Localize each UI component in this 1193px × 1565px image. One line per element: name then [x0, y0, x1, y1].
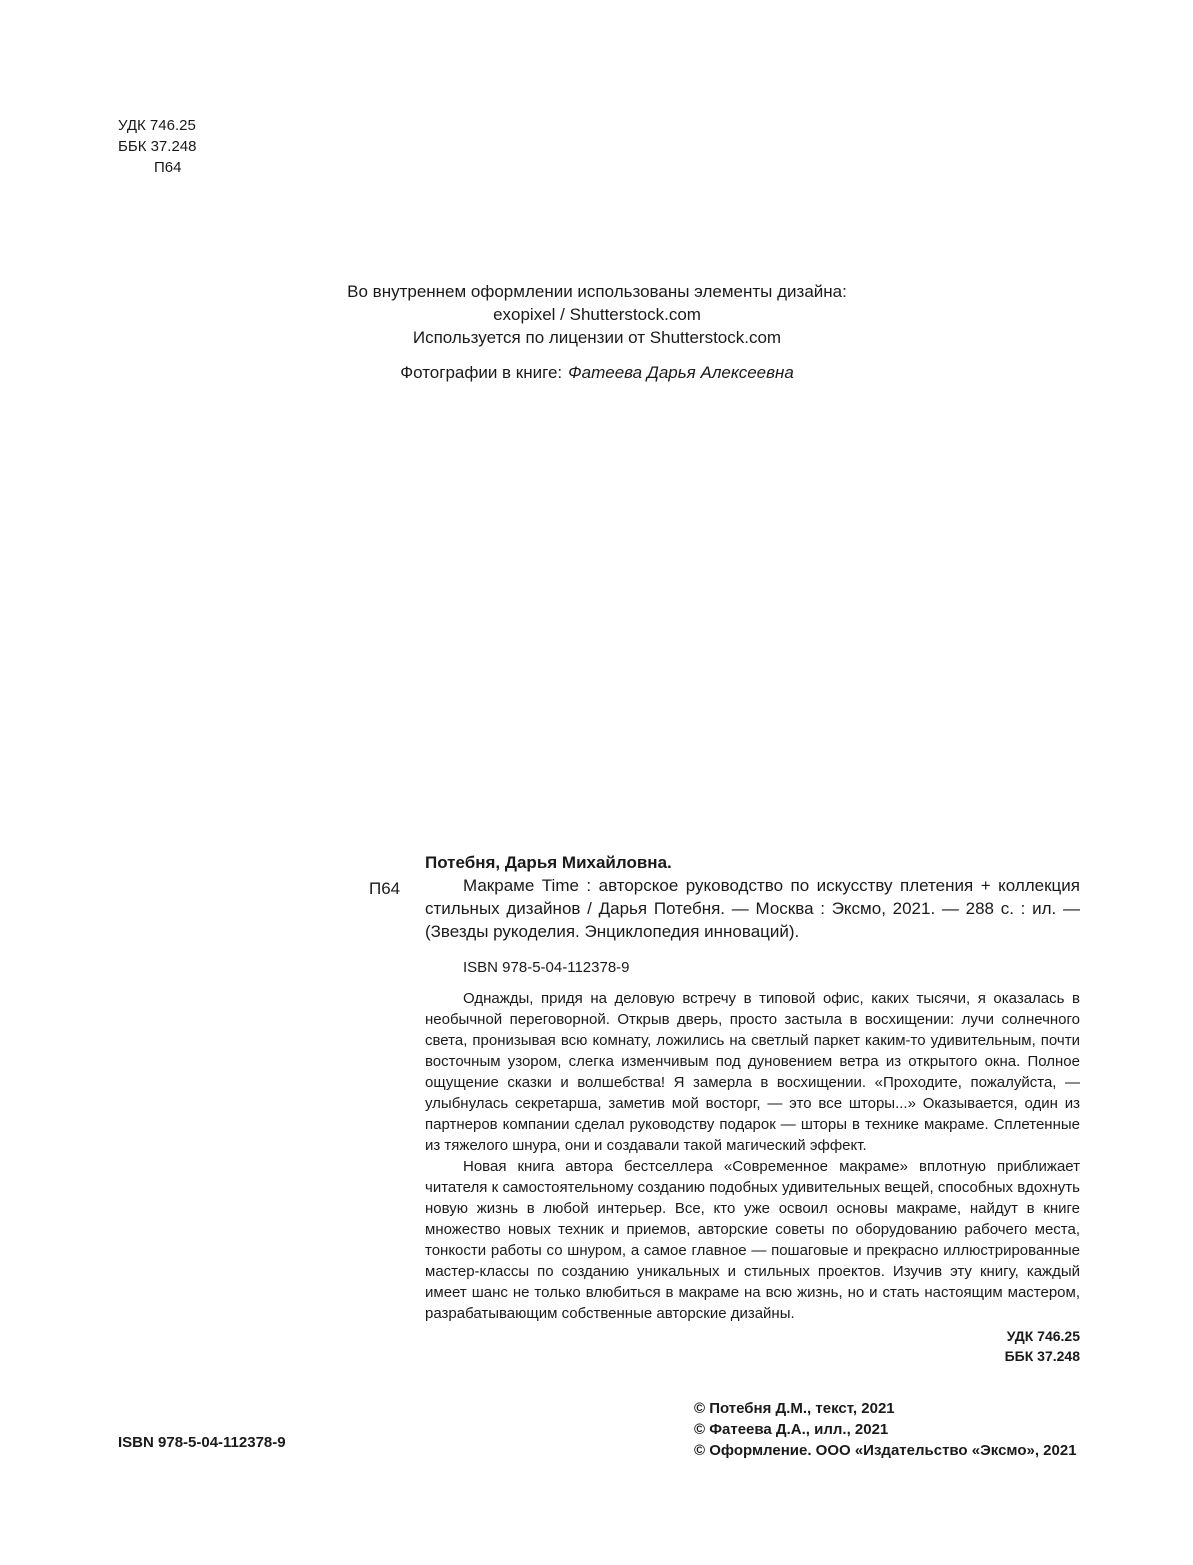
copyright-notices: [694, 1398, 1077, 1461]
abstract-paragraph-2: Новая книга автора бестселлера «Современное макраме» вплотную приближает читателя к самостоятельному созданию подобных удивительных вещей, способных вдохнуть новую жизнь в любой интерьер. Все, кто уже освоил основы макраме, найдут в книге множество новых техник и приемов, авторские советы по оборудованию рабочего места, тонкости работы со шнуром, а самое главное — пошаговые и прекрасно иллюстрированные мастер-классы по созданию уникальных и стильных проектов. Изучив эту книгу, каждый имеет шанс не только влюбиться в макраме на всю жизнь, но и стать настоящим мастером, разрабатывающим собственные авторские дизайны.: [425, 1158, 1080, 1322]
catalog-isbn: ISBN 978-5-04-112378-9: [463, 959, 630, 976]
top-udk-code: УДК 746.25: [118, 117, 196, 134]
copyright-text: © Потебня Д.М., текст, 2021: [694, 1400, 895, 1417]
catalog-author-mark: П64: [369, 879, 401, 898]
copyright-design: © Оформление. ООО «Издательство «Эксмо», 2021: [694, 1442, 1077, 1459]
top-classification-codes: [118, 115, 196, 178]
copyright-illustrations: © Фатеева Д.А., илл., 2021: [694, 1421, 889, 1438]
credits-line-1: Во внутреннем оформлении использованы элементы дизайна:: [347, 282, 847, 301]
catalog-author-name: Потебня, Дарья Михайловна.: [425, 853, 672, 872]
catalog-classification-codes: [425, 1326, 1080, 1366]
top-author-mark: П64: [154, 159, 182, 176]
top-bbk-code: ББК 37.248: [118, 138, 197, 155]
catalog-abstract: [425, 988, 1080, 1324]
credits-line-3: Используется по лицензии от Shutterstock.com: [412, 328, 782, 347]
catalog-bibliographic-description: Макраме Time : авторское руководство по искусству плетения + коллекция стильных дизайнов / Дарья Потебня. — Москва : Эксмо, 2021. — 288 с. : ил. — (Звезды рукоделия. Энциклопедия инноваций).: [425, 876, 1080, 941]
catalog-udk-code: УДК 746.25: [1006, 1328, 1080, 1344]
design-credits: [300, 280, 894, 384]
photos-label: Фотографии в книге:: [400, 363, 563, 382]
catalog-card: [425, 851, 1080, 1366]
photos-credit: [300, 361, 894, 384]
credits-line-2: exopixel / Shutterstock.com: [493, 305, 701, 324]
bottom-isbn: ISBN 978-5-04-112378-9: [118, 1434, 286, 1451]
catalog-bbk-code: ББК 37.248: [1004, 1348, 1080, 1364]
abstract-paragraph-1: Однажды, придя на деловую встречу в типовой офис, каких тысячи, я оказалась в необычной переговорной. Открыв дверь, просто застыла в восхищении: лучи солнечного света, пронизывая всю комнату, ложились на светлый паркет каким-то удивительным, почти восточным узором, слегка изменчивым под дуновением ветра из открытого окна. Полное ощущение сказки и волшебства! Я замерла в восхищении. «Проходите, пожалуйста, — улыбнулась секретарша, заметив мой восторг, — это все шторы...» Оказывается, один из партнеров компании сделал руководству подарок — шторы в технике макраме. Сплетенные из тяжелого шнура, они и создавали такой магический эффект.: [425, 990, 1080, 1154]
photos-name: Фатеева Дарья Алексеевна: [568, 363, 794, 382]
